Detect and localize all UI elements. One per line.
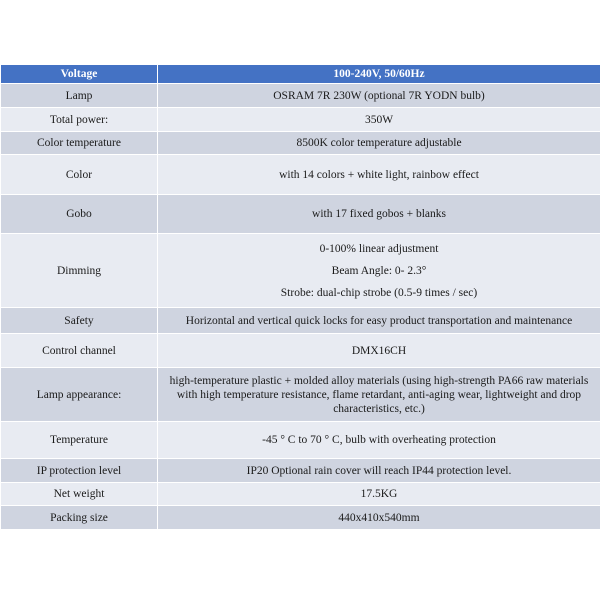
row-label: Gobo [1,195,158,234]
row-value: 350W [158,108,600,132]
row-label: Safety [1,308,158,334]
row-label: Lamp [1,84,158,108]
table-row [1,234,600,308]
dimming-line: Beam Angle: 0- 2.3° [331,264,427,277]
row-value: IP20 Optional rain cover will reach IP44 protection level. [158,459,600,483]
header-value: 100-240V, 50/60Hz [158,65,600,84]
row-label: Total power: [1,108,158,132]
row-label: Lamp appearance: [1,368,158,422]
row-label: Temperature [1,422,158,459]
specification-table [0,64,600,530]
table-row [1,422,600,459]
row-value: DMX16CH [158,334,600,368]
row-value: with 14 colors + white light, rainbow effect [158,155,600,195]
dimming-line: 0-100% linear adjustment [319,242,439,255]
row-value: 440x410x540mm [158,506,600,530]
row-value: 17.5KG [158,483,600,506]
row-label: Color temperature [1,132,158,155]
table-row [1,334,600,368]
table-row [1,506,600,530]
table-row [1,308,600,334]
dimming-line: Strobe: dual-chip strobe (0.5-9 times / sec) [280,286,478,299]
table-header-row [1,65,600,84]
row-value: high-temperature plastic + molded alloy materials (using high-strength PA66 raw materials with high temperature resistance, flame retardant, anti-aging wear, lightweight and drop characteristics, etc.) [158,368,600,422]
row-label: Dimming [1,234,158,308]
row-value: Horizontal and vertical quick locks for easy product transportation and maintenance [158,308,600,334]
row-label: Color [1,155,158,195]
row-label: Packing size [1,506,158,530]
table-row [1,459,600,483]
table-row [1,108,600,132]
table-row [1,155,600,195]
row-value: OSRAM 7R 230W (optional 7R YODN bulb) [158,84,600,108]
table-row [1,195,600,234]
table-row [1,368,600,422]
row-label: IP protection level [1,459,158,483]
row-value: with 17 fixed gobos + blanks [158,195,600,234]
table-row [1,132,600,155]
table-row [1,84,600,108]
header-label: Voltage [1,65,158,84]
row-value: -45 ° C to 70 ° C, bulb with overheating protection [158,422,600,459]
row-value: 8500K color temperature adjustable [158,132,600,155]
table-row [1,483,600,506]
row-label: Net weight [1,483,158,506]
row-label: Control channel [1,334,158,368]
row-value-multiline [158,234,600,308]
